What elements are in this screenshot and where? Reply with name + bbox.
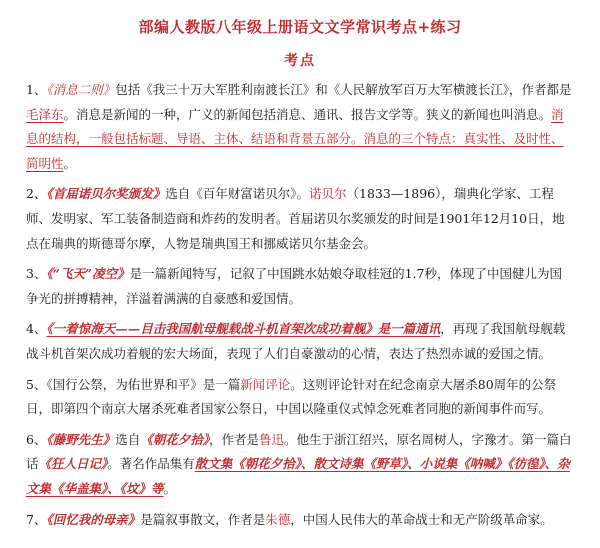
text-run: 《一着惊海天——目击我国航母舰载战斗机首架次成功着舰》是一篇通讯 <box>46 321 441 337</box>
text-run: 诺贝尔 <box>308 186 347 202</box>
text-run: 选自《百年财富诺贝尔》。 <box>165 186 309 202</box>
document-title: 部编人教版八年级上册语文文学常识考点+练习 <box>138 18 462 36</box>
text-run: 新闻评论 <box>240 376 291 392</box>
document-body <box>26 78 574 532</box>
text-run: 《狂人日记》 <box>38 456 108 472</box>
text-run: 。这则评论针对在纪念南京大屠杀80周年的公祭日，即第四个南京大屠杀死难者国家公祭日，中国以隆重仪式悼念死难者同胞的新闻事件而写。 <box>26 376 557 417</box>
paragraph <box>26 182 574 256</box>
text-run: ，作者是 <box>209 431 260 447</box>
paragraph <box>26 508 574 533</box>
text-run: 消息的结构，一般包括标题、导语、主体、结语和背景五部分。消息的三个特点：真实性、及时性、简明性 <box>26 106 564 171</box>
text-run: 。 <box>163 480 177 496</box>
text-run: 5、《国行公祭，为佑世界和平》是一篇 <box>26 376 241 392</box>
text-run: 。消息是新闻的一种，广义的新闻包括消息、通讯、报告文学等。狭义的新闻也叫消息。 <box>63 106 552 122</box>
paragraph <box>26 373 574 422</box>
text-run: 《藤野先生》 <box>46 431 116 447</box>
paragraph <box>26 428 574 502</box>
text-run: （1833—1896），瑞典化学家、工程师、发明家、军工装备制造商和炸药的发明者。首届诺贝尔奖颁发的时间是1901年12月10日，地点在瑞典的斯德哥尔摩，人物是瑞典国王和挪威诺贝尔基金会。 <box>26 186 565 251</box>
text-run: 《消息二则》 <box>46 82 116 97</box>
text-run: 散文集《朝花夕拾》、散文诗集《野草》、小说集《呐喊》《彷徨》、杂文集《华盖集》、《坟》等 <box>26 456 570 496</box>
text-run: 7、 <box>26 511 47 527</box>
text-run: 包括《我三十万大军胜利南渡长江》和《人民解放军百万大军横渡长江》，作者都是 <box>115 82 572 97</box>
text-run: 毛泽东 <box>26 106 64 122</box>
text-run: 1、 <box>26 82 47 97</box>
paragraph <box>26 317 574 366</box>
text-run: ，再现了我国航母舰载战斗机首架次成功着舰的宏大场面，表现了人们自豪激动的心情，表达了热烈赤诚的爱国之情。 <box>26 321 566 361</box>
text-run: 。 <box>63 155 77 171</box>
text-run: 6、 <box>26 431 47 447</box>
text-run: 。他生于浙江绍兴，原名周树人，字豫才。第一篇白话 <box>26 431 572 472</box>
text-run: 鲁迅 <box>259 431 285 447</box>
text-run: 4、 <box>26 321 47 337</box>
text-run: 3、 <box>26 266 47 282</box>
paragraph <box>26 262 574 311</box>
text-run: 《回忆我的母亲》 <box>46 511 141 527</box>
text-run: 朱德 <box>265 511 291 527</box>
paragraph <box>26 78 574 176</box>
section-heading: 考点 <box>284 53 316 69</box>
text-run: 《首届诺贝尔奖颁发》 <box>46 186 166 202</box>
text-run: 《“飞天”凌空》 <box>46 266 130 282</box>
text-run: 选自 <box>115 431 141 447</box>
text-run: 《朝花夕拾》 <box>140 431 209 447</box>
text-run: 2、 <box>26 186 47 202</box>
text-run: 。著名作品集有 <box>107 456 195 472</box>
text-run: ，中国人民伟大的革命战士和无产阶级革命家。 <box>290 511 553 527</box>
text-run: 是一篇新闻特写，记叙了中国跳水姑娘夺取桂冠的1.7秒，体现了中国健儿为国争光的拼搏精神，洋溢着满满的自豪感和爱国情。 <box>26 266 562 306</box>
text-run: 是篇叙事散文，作者是 <box>140 511 266 527</box>
